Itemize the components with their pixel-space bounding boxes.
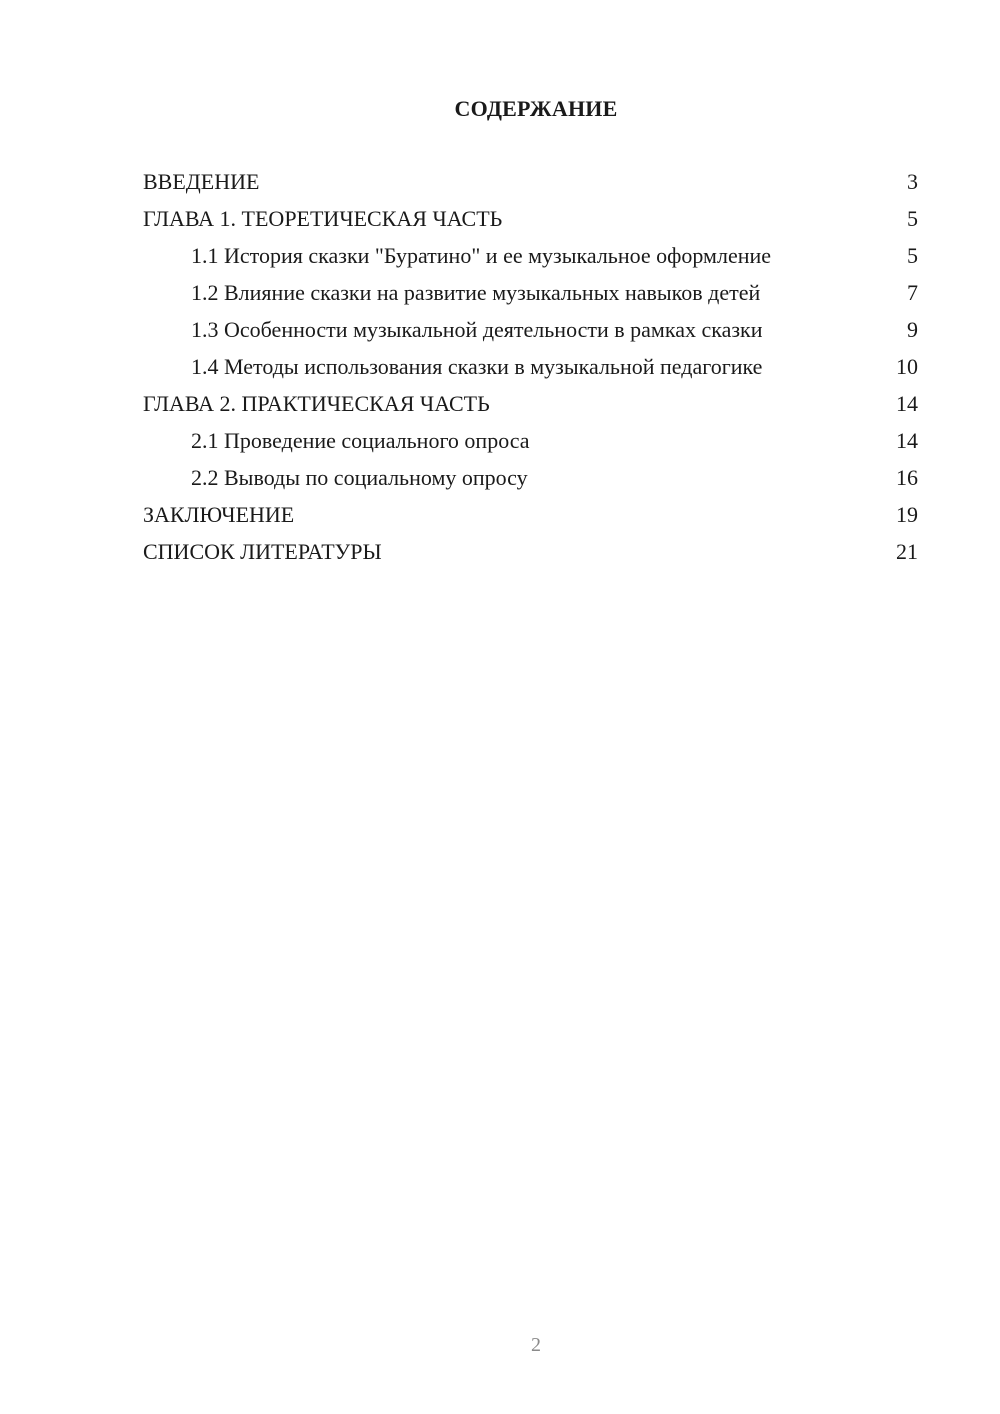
toc-entry-section-1-2[interactable] bbox=[143, 279, 918, 307]
toc-entry-text: 1.2 Влияние сказки на развитие музыкальных навыков детей bbox=[191, 280, 761, 305]
toc-entry-text: ВВЕДЕНИЕ bbox=[143, 169, 260, 194]
table-of-contents bbox=[143, 168, 918, 575]
toc-entry-page: 5 bbox=[907, 243, 918, 268]
toc-entry-text: 2.2 Выводы по социальному опросу bbox=[191, 465, 528, 490]
toc-entry-page: 16 bbox=[896, 465, 918, 490]
toc-entry-text: 1.1 История сказки "Буратино" и ее музыкальное оформление bbox=[191, 243, 772, 268]
toc-entry-page: 5 bbox=[907, 206, 918, 231]
toc-entry-text: ГЛАВА 2. ПРАКТИЧЕСКАЯ ЧАСТЬ bbox=[143, 391, 490, 416]
toc-entry-page: 21 bbox=[896, 539, 918, 564]
toc-entry-page: 9 bbox=[907, 317, 918, 342]
page-number: 2 bbox=[531, 1334, 541, 1356]
toc-entry-section-1-1[interactable] bbox=[143, 242, 918, 270]
toc-entry-page: 14 bbox=[896, 391, 918, 416]
toc-entry-chapter-1[interactable] bbox=[143, 205, 918, 233]
toc-entry-page: 7 bbox=[907, 280, 918, 305]
toc-entry-text: 1.4 Методы использования сказки в музыкальной педагогике bbox=[191, 354, 763, 379]
toc-entry-section-1-3[interactable] bbox=[143, 316, 918, 344]
toc-entry-page: 19 bbox=[896, 502, 918, 527]
toc-entry-section-2-1[interactable] bbox=[143, 427, 918, 455]
toc-entry-page: 3 bbox=[907, 169, 918, 194]
toc-entry-conclusion[interactable] bbox=[143, 501, 918, 529]
toc-entry-section-2-2[interactable] bbox=[143, 464, 918, 492]
toc-entry-text: ГЛАВА 1. ТЕОРЕТИЧЕСКАЯ ЧАСТЬ bbox=[143, 206, 503, 231]
toc-entry-text: 1.3 Особенности музыкальной деятельности в рамках сказки bbox=[191, 317, 763, 342]
toc-entry-text: СПИСОК ЛИТЕРАТУРЫ bbox=[143, 539, 382, 564]
page-title: СОДЕРЖАНИЕ bbox=[454, 96, 618, 121]
toc-entry-section-1-4[interactable] bbox=[143, 353, 918, 381]
toc-entry-chapter-2[interactable] bbox=[143, 390, 918, 418]
toc-entry-references[interactable] bbox=[143, 538, 918, 566]
toc-entry-page: 10 bbox=[896, 354, 918, 379]
toc-entry-introduction[interactable] bbox=[143, 168, 918, 196]
toc-entry-text: 2.1 Проведение социального опроса bbox=[191, 428, 530, 453]
toc-entry-page: 14 bbox=[896, 428, 918, 453]
toc-entry-text: ЗАКЛЮЧЕНИЕ bbox=[143, 502, 295, 527]
